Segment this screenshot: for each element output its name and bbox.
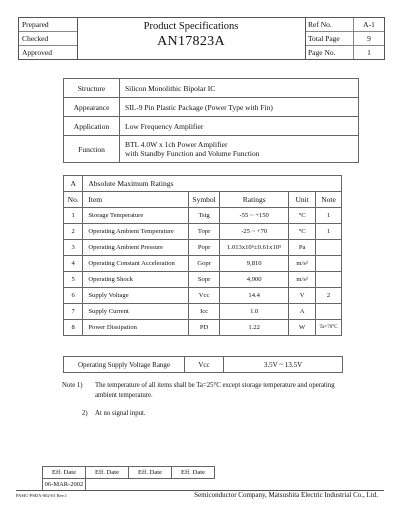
supply-label: Operating Supply Voltage Range — [64, 357, 185, 373]
company-name: Semiconductor Company, Matsushita Electric Industrial Co., Ltd. — [194, 491, 378, 499]
eff-date-label: Eff. Date — [86, 467, 129, 479]
title-block — [77, 18, 305, 59]
prepared-label: Prepared — [19, 18, 77, 32]
supply-voltage-range-table — [63, 356, 343, 373]
info-label: Application — [64, 117, 120, 136]
document-title: Product Specifications — [143, 21, 239, 32]
row-item: Supply Voltage — [83, 288, 189, 304]
row-item: Storage Temperature — [83, 208, 189, 224]
supply-value: 3.5V ~ 13.5V — [224, 357, 343, 373]
ratings-body — [64, 208, 342, 336]
row-rating: 1.013x10⁵±0.61x10⁵ — [220, 240, 289, 256]
eff-date-label: Eff. Date — [43, 467, 86, 479]
row-note: Ta=70°C — [316, 320, 342, 336]
row-item: Operating Shock — [83, 272, 189, 288]
row-note: 1 — [316, 208, 342, 224]
ref-no-value: A-1 — [353, 18, 384, 31]
section-letter: A — [64, 176, 83, 192]
row-symbol: Tstg — [188, 208, 219, 224]
info-row — [64, 79, 359, 98]
info-row — [64, 98, 359, 117]
note-1-tag: Note 1) — [62, 382, 83, 389]
row-symbol: Popr — [188, 240, 219, 256]
row-symbol: Sopr — [188, 272, 219, 288]
row-symbol: PD — [188, 320, 219, 336]
row-item: Operating Ambient Temperature — [83, 224, 189, 240]
rating-row — [64, 224, 342, 240]
row-note — [316, 256, 342, 272]
info-value — [120, 136, 359, 163]
row-unit: Pa — [289, 240, 316, 256]
total-page-row — [306, 32, 384, 46]
checked-label: Checked — [19, 32, 77, 46]
row-note — [316, 304, 342, 320]
note-2-tag: 2) — [82, 410, 88, 417]
row-item: Power Dissipation — [83, 320, 189, 336]
eff-row — [43, 467, 215, 479]
info-label: Function — [64, 136, 120, 163]
part-number: AN17823A — [157, 34, 225, 49]
row-rating: 14.4 — [220, 288, 289, 304]
absolute-maximum-ratings-table — [63, 175, 342, 336]
info-value: Low Frequency Amplifier — [120, 117, 359, 136]
row-unit: W — [289, 320, 316, 336]
rating-row — [64, 304, 342, 320]
row-symbol: Icc — [188, 304, 219, 320]
rating-row — [64, 256, 342, 272]
row-symbol: Vcc — [188, 288, 219, 304]
page-no-value: 1 — [353, 46, 384, 59]
note-1 — [63, 381, 353, 401]
col-symbol: Symbol — [188, 192, 219, 208]
reference-column — [305, 18, 384, 59]
ratings-section-row — [64, 176, 342, 192]
col-unit: Unit — [289, 192, 316, 208]
page-no-row — [306, 46, 384, 59]
col-item: Item — [83, 192, 189, 208]
section-title: Absolute Maximum Ratings — [83, 176, 342, 192]
row-item: Operating Ambient Pressure — [83, 240, 189, 256]
row-item: Supply Current — [83, 304, 189, 320]
row-unit: A — [289, 304, 316, 320]
row-unit: °C — [289, 208, 316, 224]
info-value: Silicon Monolithic Bipolar IC — [120, 79, 359, 98]
row-note — [316, 272, 342, 288]
page-no-label: Page No. — [308, 48, 336, 57]
ref-no-label: Ref No. — [308, 20, 332, 29]
note-2-text: At no signal input. — [95, 410, 146, 417]
info-label: Structure — [64, 79, 120, 98]
eff-date-label: Eff. Date — [172, 467, 215, 479]
eff-date-value: 06-MAR-2002 — [42, 478, 86, 491]
row-note — [316, 240, 342, 256]
notes-section — [63, 381, 353, 419]
col-ratings: Ratings — [220, 192, 289, 208]
row-rating: -55 ~ +150 — [220, 208, 289, 224]
eff-date-label: Eff. Date — [129, 467, 172, 479]
row-no: 2 — [64, 224, 83, 240]
row-no: 7 — [64, 304, 83, 320]
rating-row — [64, 208, 342, 224]
info-row — [64, 136, 359, 163]
row-unit: °C — [289, 224, 316, 240]
row-no: 1 — [64, 208, 83, 224]
info-row — [64, 117, 359, 136]
row-unit: V — [289, 288, 316, 304]
row-symbol: Gopr — [188, 256, 219, 272]
row-item: Operating Constant Acceleration — [83, 256, 189, 272]
row-unit: m/s² — [289, 272, 316, 288]
row-rating: -25 ~ +70 — [220, 224, 289, 240]
function-line-2: with Standby Function and Volume Function — [125, 149, 260, 158]
col-no: No. — [64, 192, 83, 208]
info-label: Appearance — [64, 98, 120, 117]
function-line-1: BTL 4.0W x 1ch Power Amplifier — [125, 140, 228, 149]
ref-no-row — [306, 18, 384, 32]
row-no: 8 — [64, 320, 83, 336]
row-symbol: Topr — [188, 224, 219, 240]
rating-row — [64, 320, 342, 336]
note-2 — [63, 409, 353, 419]
form-code: PASIC-PSDA-002-01 Rev.1 — [16, 493, 68, 498]
row-no: 4 — [64, 256, 83, 272]
rating-row — [64, 272, 342, 288]
product-info-table — [63, 78, 359, 163]
spec-header — [18, 17, 385, 60]
row-unit: m/s² — [289, 256, 316, 272]
info-value: SIL-9 Pin Plastic Package (Power Type with Fin) — [120, 98, 359, 117]
total-page-label: Total Page — [308, 34, 340, 43]
approved-label: Approved — [22, 48, 52, 57]
note-1-text: The temperature of all items shall be Ta=25°C except storage temperature and operating ambient temperature. — [95, 382, 335, 399]
total-page-value: 9 — [353, 32, 384, 45]
signoff-column — [19, 18, 78, 59]
row-rating: 1.0 — [220, 304, 289, 320]
row-rating: 9,810 — [220, 256, 289, 272]
supply-row — [64, 357, 343, 373]
row-rating: 1.22 — [220, 320, 289, 336]
row-no: 6 — [64, 288, 83, 304]
row-no: 3 — [64, 240, 83, 256]
ratings-header-row — [64, 192, 342, 208]
rating-row — [64, 240, 342, 256]
row-rating: 4,900 — [220, 272, 289, 288]
supply-symbol: Vcc — [185, 357, 224, 373]
row-no: 5 — [64, 272, 83, 288]
row-note: 2 — [316, 288, 342, 304]
row-note: 1 — [316, 224, 342, 240]
rating-row — [64, 288, 342, 304]
col-note: Note — [316, 192, 342, 208]
